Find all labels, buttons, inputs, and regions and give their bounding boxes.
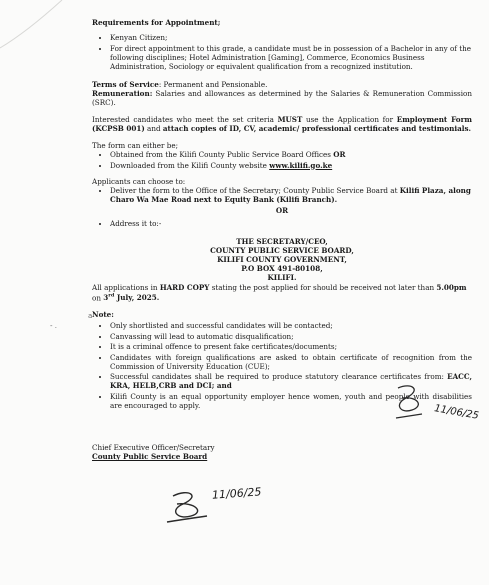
page-fold-mark [0, 0, 70, 60]
requirement-item: • For direct appointment to this grade, a candidate must be in possession of a Bachelor in any of the following disciplines; Hotel Administration [Gaming], Commerce, Economics Business Administration, Sociology or equivalent qualification from a recognized institution. [110, 44, 472, 71]
signatory-org: County Public Service Board [92, 452, 208, 462]
stray-mark: - . [50, 322, 57, 330]
form-source-item: • Downloaded from the Kilifi County website www.kilifi.go.ke [110, 161, 472, 170]
deadline-paragraph: All applications in HARD COPY stating the post applied for should be received not later than 5.00pm on 3rd July, 2025. [92, 283, 467, 303]
applicants-list [92, 186, 472, 204]
requirement-item: • Kenyan Citizen; [110, 33, 472, 42]
note-item: • Kilifi County is an equal opportunity employer hence women, youth and people with disabilities are encouraged to apply. [110, 392, 472, 410]
note-item: • Candidates with foreign qualifications are asked to obtain certificate of recognition from the Commission of University Education (CUE); [110, 353, 472, 371]
handwritten-date-right: 11/06/25 [433, 403, 480, 422]
postal-address: THE SECRETARY/CEO, COUNTY PUBLIC SERVICE BOARD, KILIFI COUNTY GOVERNMENT, P.O BOX 491-80108, KILIFI. [210, 237, 354, 282]
note-heading: Note: [92, 310, 114, 320]
advert-body [92, 18, 472, 461]
note-item: • Canvassing will lead to automatic disqualification; [110, 332, 472, 341]
note-item: • Successful candidates shall be required to produce statutory clearance certificates from: EACC, KRA, HELB,CRB and DCI; and [110, 372, 472, 390]
stray-mark: a [88, 312, 93, 320]
form-sources-list [92, 150, 472, 170]
form-sources-intro: The form can either be; [92, 141, 179, 150]
address-option: • Address it to:- [110, 219, 472, 228]
address-option-list [92, 219, 472, 228]
main-signature [165, 490, 209, 526]
signatory-title: Chief Executive Officer/Secretary [92, 443, 215, 453]
requirements-list [92, 33, 472, 71]
form-source-item: • Obtained from the Kilifi County Public Service Board Offices OR [110, 150, 472, 159]
requirements-heading: Requirements for Appointment; [92, 18, 221, 27]
website-link[interactable]: www.kilifi.go.ke [269, 160, 333, 170]
note-item: • It is a criminal offence to present fake certificates/documents; [110, 342, 472, 351]
criteria-paragraph: Interested candidates who meet the set criteria MUST use the Application for Employment Form (KCPSB 001) and attach copies of ID, CV, academic/ professional certificates and testimonials. [92, 115, 472, 133]
terms-of-service: Terms of Service: Permanent and Pensionable. [92, 80, 268, 89]
remuneration: Remuneration: Salaries and allowances as determined by the Salaries & Remuneration Commission (SRC). [92, 89, 472, 107]
deliver-option: • Deliver the form to the Office of the Secretary; County Public Service Board at Kilifi Plaza, along Charo Wa Mae Road next to Equity Bank (Kilifi Branch). [110, 186, 472, 204]
handwritten-date-signature: 11/06/25 [211, 485, 262, 502]
note-item: • Only shortlisted and successful candidates will be contacted; [110, 321, 472, 330]
note-list [92, 321, 472, 410]
applicants-intro: Applicants can choose to: [92, 177, 186, 186]
or-separator: OR [275, 205, 289, 215]
